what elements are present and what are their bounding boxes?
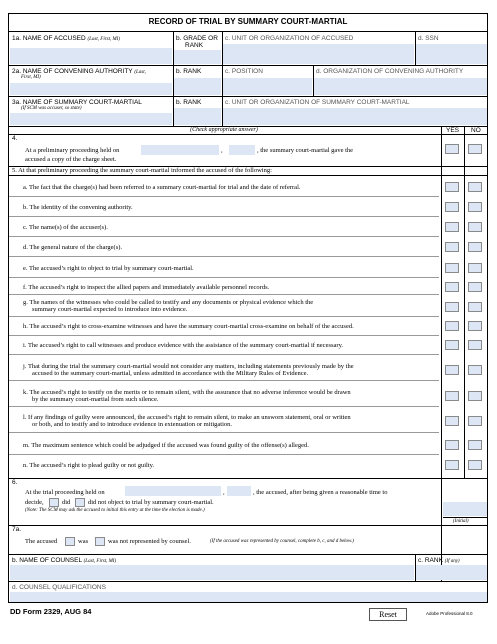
item6-text-a: At the trial proceeding held on [25, 489, 105, 496]
initial-label: (Initial) [453, 519, 469, 524]
accused-name-label: 1a. NAME OF ACCUSED (Last, First, MI) [12, 35, 120, 42]
form-number: DD Form 2329, AUG 84 [10, 607, 92, 616]
item5-m-yes[interactable] [445, 440, 459, 450]
item5-l: l. If any findings of guilty were announced, the accused’s right to remain silent, to make an unsworn statement, oral or written [23, 414, 351, 421]
item4-date-field[interactable] [141, 145, 219, 155]
item5-k-no[interactable] [468, 391, 482, 401]
item5-f: f. The accused’s right to inspect the allied papers and immediately available personnel records. [23, 284, 270, 291]
scm-name-field[interactable] [10, 113, 172, 125]
item5-c-no[interactable] [468, 222, 482, 232]
item5-a-yes[interactable] [445, 182, 459, 192]
item5-f-yes[interactable] [445, 282, 459, 292]
yes-header: YES [446, 127, 460, 134]
item6-note: (Note: The SCM may ask the accused to initial this entry at the time the election is made.) [25, 508, 205, 513]
item6-year-field[interactable] [227, 486, 251, 496]
scm-name-label: 3a. NAME OF SUMMARY COURT-MARTIAL [12, 99, 142, 106]
item5-k-yes[interactable] [445, 391, 459, 401]
convening-hint: First, MI) [21, 75, 41, 80]
item5-j-no[interactable] [468, 365, 482, 375]
item4-text-b: , the summary court-martial gave the [257, 147, 354, 154]
item5-l-cont: or both, and to testify and to introduce evidence in extenuation or mitigation. [32, 421, 233, 428]
scm-unit-label: c. UNIT OR ORGANIZATION OF SUMMARY COURT-MARTIAL [225, 99, 410, 106]
item6-comma: , [223, 489, 225, 496]
item5-c-yes[interactable] [445, 222, 459, 232]
item7-the-accused: The accused [25, 538, 58, 545]
ca-org-field[interactable] [314, 78, 487, 95]
ca-rank-label: b. RANK [176, 68, 202, 75]
item5-g-no[interactable] [468, 302, 482, 312]
item5-k-cont: by the summary court-martial from such silence. [32, 396, 159, 403]
item5-f-no[interactable] [468, 282, 482, 292]
ssn-field[interactable] [416, 44, 487, 64]
item5-g-cont: summary court-martial expected to introduce into evidence. [32, 306, 188, 313]
item6-date-field[interactable] [125, 486, 221, 496]
item5-h-no[interactable] [468, 321, 482, 331]
counsel-name-field[interactable] [10, 565, 414, 580]
item4-no-checkbox[interactable] [468, 144, 482, 154]
form-title: RECORD OF TRIAL BY SUMMARY COURT-MARTIAL [148, 17, 348, 26]
item6-did: did [62, 499, 71, 506]
item5-k: k. The accused’s right to testify on the merits or to remain silent, with the assurance that no adverse inference would be drawn [23, 389, 351, 396]
item5-n: n. The accused’s right to plead guilty or not guilty. [23, 462, 155, 469]
item5-l-yes[interactable] [445, 416, 459, 426]
ca-rank-field[interactable] [174, 78, 221, 95]
counsel-qualifications-label: d. COUNSEL QUALIFICATIONS [12, 584, 106, 591]
item5-g: g. The names of the witnesses who could be called to testify and any documents or physical evidence which the [23, 299, 314, 306]
item5-j: j. That during the trial the summary court-martial would not consider any matters, including statements previously made by the [23, 363, 354, 370]
item5-d: d. The general nature of the charge(s). [23, 244, 123, 251]
scm-rank-field[interactable] [174, 108, 221, 125]
counsel-qualifications-field[interactable] [10, 592, 487, 602]
item4-year-field[interactable] [229, 145, 255, 155]
item5-c: c. The name(s) of the accuser(s). [23, 224, 108, 231]
scm-unit-field[interactable] [223, 108, 487, 125]
item6-number: 6. [12, 479, 18, 486]
item7-was-not: was not represented by counsel. [108, 538, 191, 545]
convening-authority-field[interactable] [10, 83, 172, 95]
item6-did-not-checkbox[interactable] [75, 498, 85, 507]
item5-d-yes[interactable] [445, 242, 459, 252]
item7-was-not-checkbox[interactable] [95, 537, 105, 546]
adobe-label: Adobe Professional 8.0 [426, 611, 473, 616]
item5-e: e. The accused’s right to object to trial by summary court-martial. [23, 265, 194, 272]
position-label: c. POSITION [225, 68, 263, 75]
counsel-rank-field[interactable] [416, 565, 487, 580]
item4-yes-checkbox[interactable] [445, 144, 459, 154]
item5-m-no[interactable] [468, 440, 482, 450]
item5-m: m. The maximum sentence which could be adjudged if the accused was found guilty of the offense(s) alleged. [23, 442, 309, 449]
item5-header: 5. At that preliminary proceeding the summary court-martial informed the accused of the following: [12, 167, 272, 174]
item6-decide: decide, [25, 499, 44, 506]
item7-was: was [78, 538, 89, 545]
item5-a-no[interactable] [468, 182, 482, 192]
position-field[interactable] [223, 78, 312, 95]
accused-unit-field[interactable] [223, 44, 414, 64]
scm-hint: (If SCM was accuser, so state) [21, 106, 82, 111]
item5-i: i. The accused’s right to call witnesses and produce evidence with the assistance of the summary court-martial if necessary. [23, 342, 344, 349]
item5-l-no[interactable] [468, 416, 482, 426]
ssn-label: d. SSN [418, 35, 439, 42]
item5-b-no[interactable] [468, 202, 482, 212]
item7-was-checkbox[interactable] [65, 537, 75, 546]
item5-i-no[interactable] [468, 340, 482, 350]
item5-e-no[interactable] [468, 263, 482, 273]
item5-e-yes[interactable] [445, 263, 459, 273]
item5-b: b. The identity of the convening authority. [23, 204, 133, 211]
scm-rank-label: b. RANK [176, 99, 202, 106]
convening-authority-label: 2a. NAME OF CONVENING AUTHORITY (Last, [12, 68, 146, 75]
item5-a: a. The fact that the charge(s) had been referred to a summary court-martial for trial and the date of referral. [23, 184, 301, 191]
item5-d-no[interactable] [468, 242, 482, 252]
item5-g-yes[interactable] [445, 302, 459, 312]
item4-text-c: accused a copy of the charge sheet. [25, 156, 117, 163]
item5-n-yes[interactable] [445, 460, 459, 470]
accused-unit-label: c. UNIT OR ORGANIZATION OF ACCUSED [225, 35, 354, 42]
item5-h-yes[interactable] [445, 321, 459, 331]
item5-h: h. The accused’s right to cross-examine witnesses and have the summary court-martial cross-examine on behalf of the accused. [23, 323, 354, 330]
item5-i-yes[interactable] [445, 340, 459, 350]
court-martial-form [8, 13, 488, 603]
item7-hint: (If the accused was represented by counsel, complete b, c, and d below.) [210, 539, 354, 544]
check-header: (Check appropriate answer) [190, 127, 258, 133]
ca-org-label: d. ORGANIZATION OF CONVENING AUTHORITY [316, 68, 464, 75]
rank-label: RANK [185, 42, 204, 49]
item5-j-yes[interactable] [445, 365, 459, 375]
no-header: NO [471, 127, 481, 134]
grade-label: b. GRADE OR [176, 35, 218, 42]
item5-b-yes[interactable] [445, 202, 459, 212]
reset-button[interactable] [369, 608, 407, 621]
item4-comma: , [221, 147, 223, 154]
item7-number: 7a. [12, 526, 22, 533]
item5-n-no[interactable] [468, 460, 482, 470]
item6-text-b: , the accused, after being given a reasonable time to [253, 489, 388, 496]
accused-name-field[interactable] [10, 48, 172, 64]
grade-field[interactable] [174, 50, 221, 64]
item6-did-checkbox[interactable] [49, 498, 59, 507]
counsel-rank-label: c. RANK (If any) [418, 557, 460, 564]
reset-label: Reset [379, 610, 397, 619]
counsel-name-label: b. NAME OF COUNSEL (Last, First, MI) [12, 557, 117, 564]
item6-did-not: did not object to trial by summary court-martial. [88, 499, 214, 506]
item5-j-cont: accused to the summary court-martial, unless admitted in accordance with the Military Rules of Evidence. [32, 370, 309, 377]
item6-initial-field[interactable] [443, 502, 487, 516]
item4-number: 4. [12, 135, 18, 142]
item4-text-a: At a preliminary proceeding held on [25, 147, 120, 154]
